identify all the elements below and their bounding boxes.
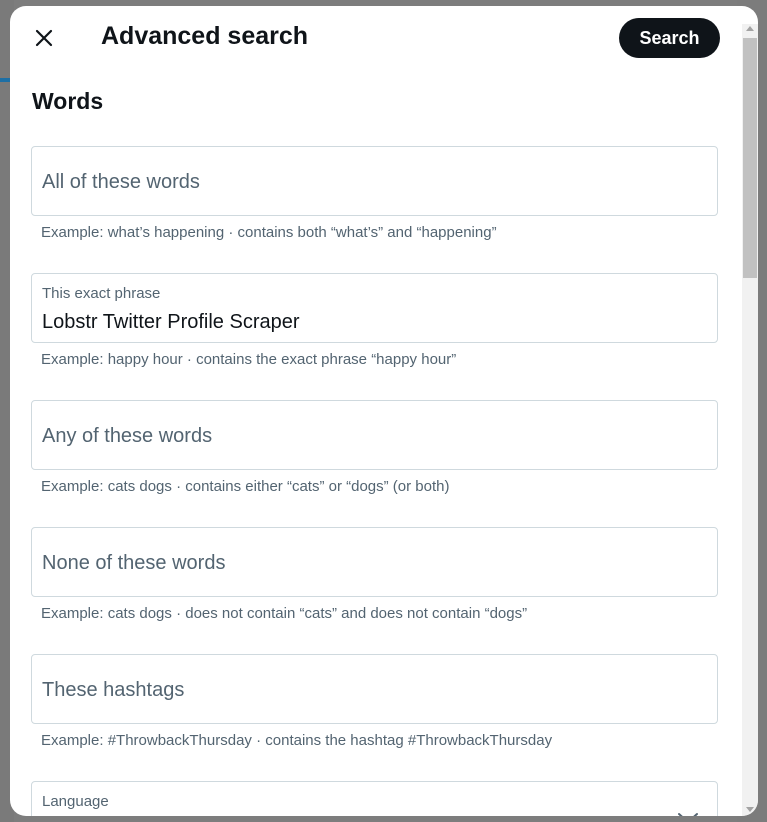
hashtags-placeholder: These hashtags	[42, 679, 185, 701]
dialog-body	[10, 70, 740, 816]
language-select[interactable]	[31, 781, 718, 816]
exact-phrase-hint: Example: happy hour · contains the exact phrase “happy hour”	[41, 351, 457, 368]
chevron-down-icon	[677, 812, 699, 816]
search-button[interactable]: Search	[619, 18, 720, 58]
advanced-search-dialog	[10, 6, 758, 816]
exact-phrase-input[interactable]	[31, 273, 718, 343]
hashtags-hint: Example: #ThrowbackThursday · contains the hashtag #ThrowbackThursday	[41, 732, 553, 749]
any-words-input[interactable]	[31, 400, 718, 470]
dialog-header	[10, 6, 758, 70]
scroll-down-arrow-icon[interactable]	[746, 807, 754, 812]
none-words-hint: Example: cats dogs · does not contain “cats” and does not contain “dogs”	[41, 605, 528, 622]
none-words-placeholder: None of these words	[42, 552, 226, 574]
exact-phrase-value: Lobstr Twitter Profile Scraper	[42, 311, 300, 333]
close-button[interactable]	[26, 20, 62, 56]
exact-phrase-label: This exact phrase	[42, 285, 161, 302]
all-words-hint: Example: what’s happening · contains both “what’s” and “happening”	[41, 224, 497, 241]
none-words-input[interactable]	[31, 527, 718, 597]
close-icon	[34, 28, 54, 48]
dialog-title: Advanced search	[101, 22, 309, 50]
scroll-thumb[interactable]	[743, 38, 757, 278]
any-words-hint: Example: cats dogs · contains either “cats” or “dogs” (or both)	[41, 478, 450, 495]
all-words-placeholder: All of these words	[42, 171, 200, 193]
hashtags-input[interactable]	[31, 654, 718, 724]
section-title-words: Words	[32, 88, 104, 114]
all-words-input[interactable]	[31, 146, 718, 216]
dialog-scrollbar[interactable]	[742, 24, 758, 816]
language-label: Language	[42, 793, 109, 810]
any-words-placeholder: Any of these words	[42, 425, 213, 447]
scroll-up-arrow-icon[interactable]	[746, 26, 754, 31]
